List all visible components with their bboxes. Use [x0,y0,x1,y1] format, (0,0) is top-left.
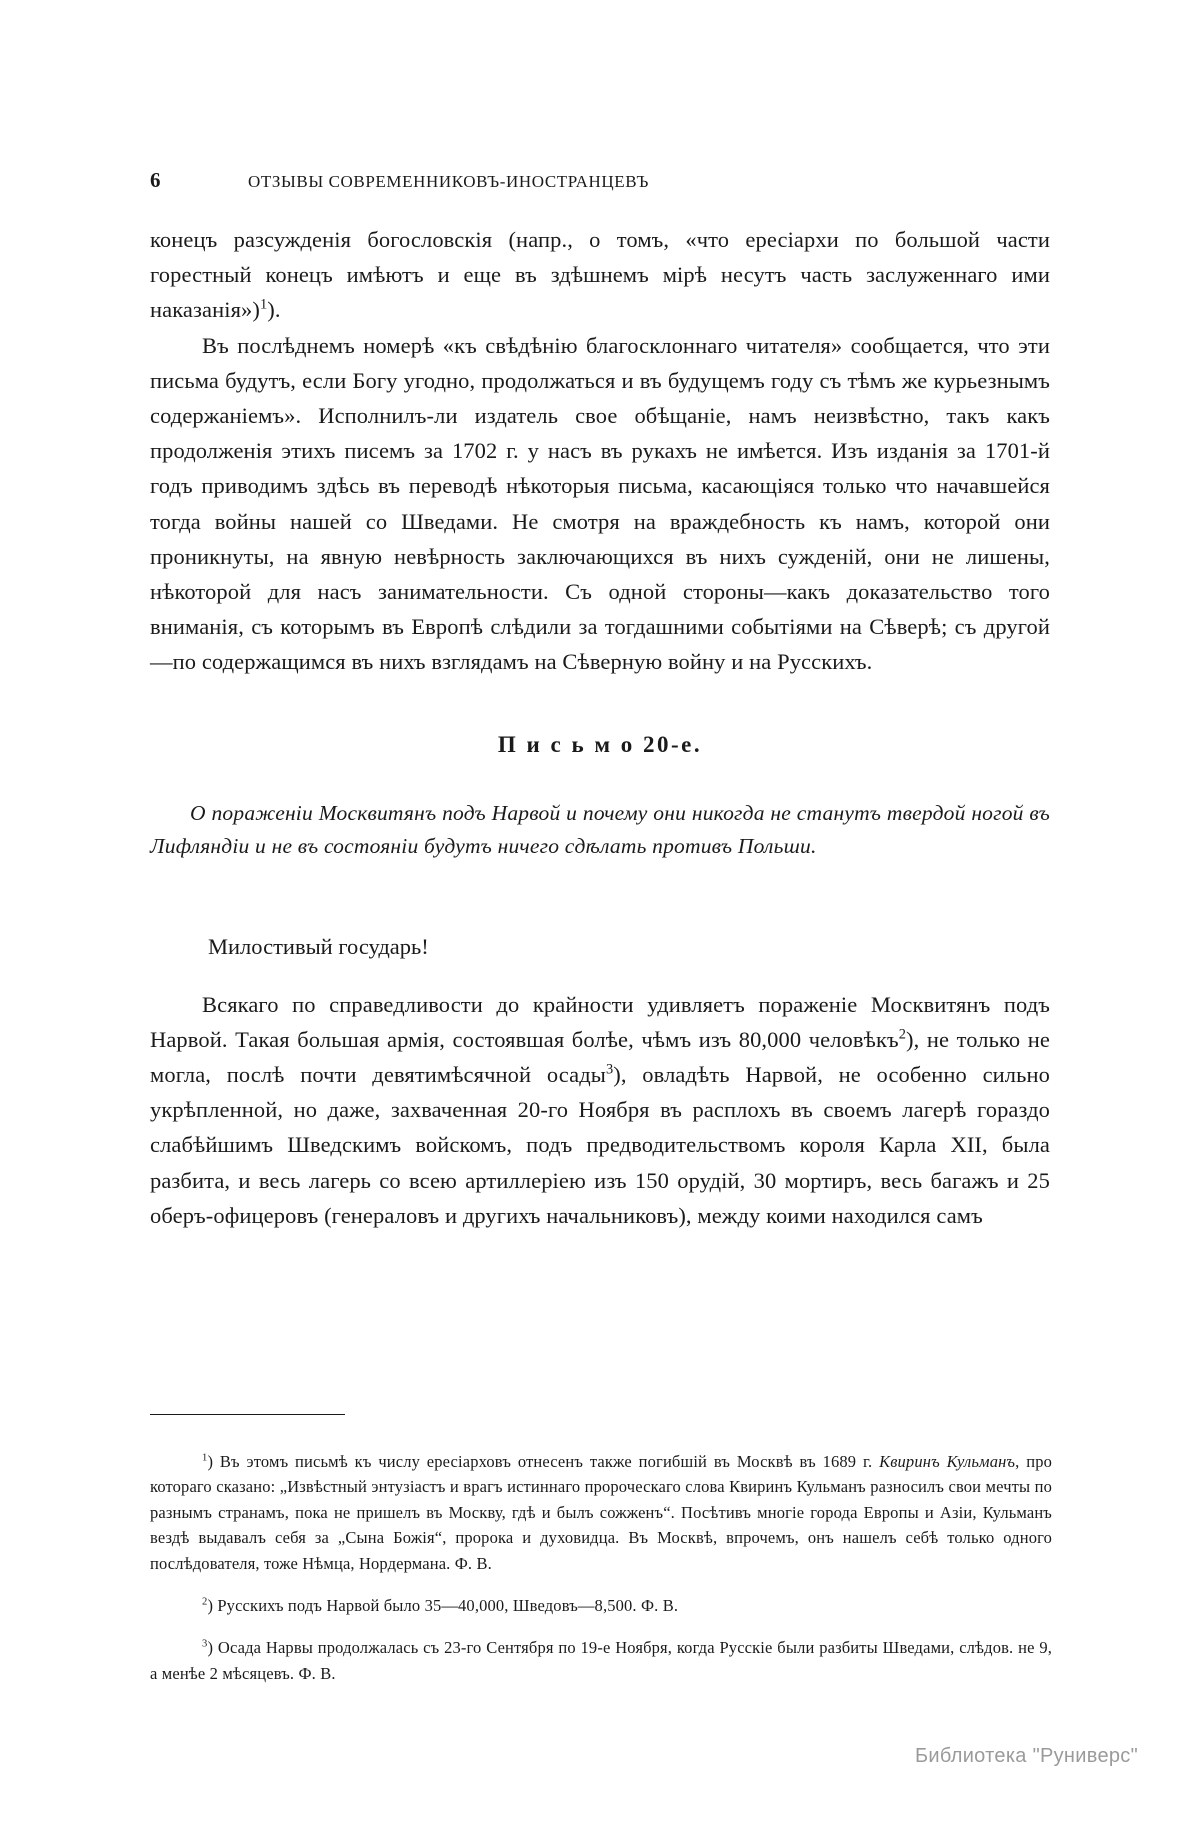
page-header [150,168,1070,193]
footnote-2 [150,1593,1052,1619]
footnote-2-tail: ) [207,1595,218,1615]
footnotes-block [150,1432,1052,1686]
footnote-marker-2: 2 [202,1596,208,1608]
footnote-2-text-a: Русскихъ подъ Нарвой было 35—40,000, Шведовъ—8,500. Ф. В. [217,1595,679,1615]
footnote-3 [150,1635,1052,1686]
footnote-ref-3[interactable]: 3 [605,1061,614,1078]
footnote-1-text-a: Въ этомъ письмѣ къ числу ересіарховъ отнесенъ также погибшій въ Москвѣ въ 1689 г. [219,1451,880,1471]
footnote-divider [150,1414,345,1415]
paragraph-3-text-a: Всякаго по справедливости до крайности удивляетъ пораженіе Москвитянъ подъ Нарвой. Такая большая армія, состоявшая болѣе, чѣмъ изъ 80,000 человѣкъ [150,991,1050,1052]
footnote-1 [150,1449,1052,1577]
footnote-3-text-a: Осада Нарвы продолжалась съ 23-го Сентября по 19-е Ноября, когда Русскіе были разбиты Шведами, слѣдов. не 9, а менѣе 2 мѣсяцевъ. Ф. В. [150,1638,1053,1683]
footnote-marker-1: 1 [202,1452,208,1463]
body-text-block [150,222,1050,1233]
footnote-marker-3: 3 [202,1638,208,1650]
paragraph-1 [150,222,1050,328]
footnote-3-tail: ) [207,1638,218,1658]
paragraph-3 [150,987,1050,1233]
section-title: П и с ь м о 20-е. [497,731,703,757]
page-number: 6 [150,168,161,192]
footnote-1-tail: ) [207,1451,220,1471]
footnote-1-italic: Квиринъ Кульманъ [879,1451,1016,1471]
salutation: Милостивый государь! [208,934,429,960]
running-head: ОТЗЫВЫ СОВРЕМЕННИКОВЪ-ИНОСТРАНЦЕВЪ [248,172,649,191]
letter-subtitle: О пораженіи Москвитянъ подъ Нарвой и почему они никогда не станутъ твердой ногой въ Лифляндіи и не въ состояніи будутъ ничего сдѣлать противъ Польши. [150,801,1050,859]
library-watermark: Библиотека "Руниверс" [914,1745,1138,1767]
paragraph-3-text-b: ), не только не могла, послѣ почти девятимѣсячной осады [150,1026,1050,1088]
paragraph-3-text-c: ), овладѣть Нарвой, не особенно сильно укрѣпленной, но даже, захваченная 20-го Ноября въ расплохъ въ своемъ лагерѣ гораздо слабѣйшимъ Шведскимъ войскомъ, подъ предводительствомъ короля Карла XII, была разбита, и весь лагерь со всею артиллеріею изъ 150 орудій, 30 мортиръ, весь багажъ и 25 оберъ-офицеровъ (генераловъ и другихъ начальниковъ), между коими находился самъ [150,1062,1050,1228]
paragraph-1-text: конецъ разсужденія богословскія (напр., о томъ, «что ересіархи по большой части горестный конецъ имѣютъ и еще въ здѣшнемъ мірѣ несутъ часть заслуженнаго ими наказанія») [150,227,1050,323]
footnote-ref-1[interactable]: 1 [259,296,268,313]
paragraph-2: Въ послѣднемъ номерѣ «къ свѣдѣнію благосклоннаго читателя» сообщается, что эти письма будутъ, если Богу угодно, продолжаться и въ будущемъ году съ тѣмъ же курьезнымъ содержаніемъ». Исполнилъ-ли издатель свое обѣщаніе, намъ неизвѣстно, такъ какъ продолженія этихъ писемъ за 1702 г. у насъ въ рукахъ не имѣется. Изъ изданія за 1701-й годъ приводимъ здѣсь въ переводѣ нѣкоторыя письма, касающіяся только что начавшейся тогда войны нашей со Шведами. Не смотря на враждебность къ намъ, которой они проникнуты, на явную невѣрность заключающихся въ нихъ сужденій, они не лишены, нѣкоторой для насъ занимательности. Съ одной стороны—какъ доказательство того вниманія, съ которымъ въ Европѣ слѣдили за тогдашними событіями на Сѣверѣ; съ другой—по содержащимся въ нихъ взглядамъ на Сѣверную войну и на Русскихъ. [150,332,1050,675]
paragraph-1-tail: ). [267,297,281,323]
footnote-1-text-b: , про котораго сказано: „Извѣстный энтузіастъ и врагъ истиннаго пророческаго слова Квиринъ Кульманъ разносилъ свои мечты по разнымъ странамъ, пока не пришелъ въ Москву, гдѣ и былъ сожженъ“. Посѣтивъ многіе города Европы и Азіи, Кульманъ вездѣ выдавалъ себя за „Сына Божія“, пророка и духовидца. Въ Москвѣ, впрочемъ, онъ нашелъ себѣ только одного послѣдователя, тоже Нѣмца, Нордермана. Ф. В. [150,1451,1052,1573]
footnote-ref-2[interactable]: 2 [898,1026,907,1043]
